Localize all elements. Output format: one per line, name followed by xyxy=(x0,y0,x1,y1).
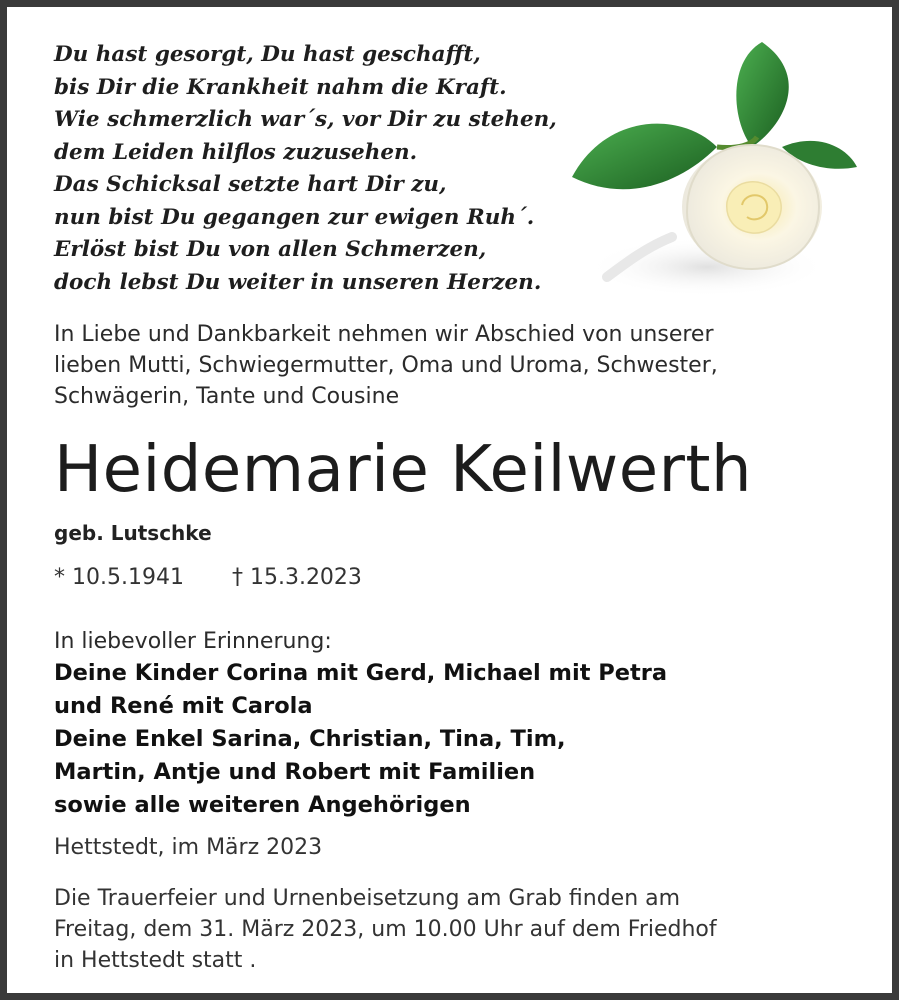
family-line: Martin, Antje und Robert mit Familien xyxy=(54,759,536,785)
poem-line: Wie schmerzlich war´s, vor Dir zu stehen, xyxy=(54,107,557,132)
intro-text xyxy=(54,319,844,412)
intro-line: In Liebe und Dankbarkeit nehmen wir Abschied von unserer xyxy=(54,322,714,347)
rose-petal-inner xyxy=(727,182,781,233)
family-line: und René mit Carola xyxy=(54,693,313,719)
funeral-service-info xyxy=(54,883,854,976)
service-line: Freitag, dem 31. März 2023, um 10.00 Uhr auf dem Friedhof xyxy=(54,917,717,942)
deceased-name: Heidemarie Keilwerth xyxy=(54,433,753,507)
family-line: sowie alle weiteren Angehörigen xyxy=(54,792,471,818)
poem-line: bis Dir die Krankheit nahm die Kraft. xyxy=(54,74,507,100)
memory-label: In liebevoller Erinnerung: xyxy=(54,629,332,654)
intro-line: Schwägerin, Tante und Cousine xyxy=(54,384,400,409)
poem-line: nun bist Du gegangen zur ewigen Ruh´. xyxy=(54,204,535,230)
family-line: Deine Enkel Sarina, Christian, Tina, Tim, xyxy=(54,726,566,752)
poem-line: Du hast gesorgt, Du hast geschafft, xyxy=(54,42,481,67)
poem-line: Das Schicksal setzte hart Dir zu, xyxy=(54,172,447,197)
death-date: † 15.3.2023 xyxy=(231,565,362,590)
place-and-date: Hettstedt, im März 2023 xyxy=(54,835,323,860)
life-dates xyxy=(54,565,362,590)
birth-date: * 10.5.1941 xyxy=(54,565,184,590)
family-line: Deine Kinder Corina mit Gerd, Michael mit Petra xyxy=(54,660,668,686)
poem-line: doch lebst Du weiter in unseren Herzen. xyxy=(54,269,542,295)
white-rose-image xyxy=(567,37,867,307)
maiden-name: geb. Lutschke xyxy=(54,521,212,545)
poem-line: dem Leiden hilflos zuzusehen. xyxy=(54,139,418,165)
memorial-poem xyxy=(54,39,574,299)
bereaved-family-list xyxy=(54,657,667,822)
poem-line: Erlöst bist Du von allen Schmerzen, xyxy=(54,237,487,262)
service-line: in Hettstedt statt . xyxy=(54,948,257,973)
leaf-upper xyxy=(736,42,788,147)
intro-line: lieben Mutti, Schwiegermutter, Oma und Uroma, Schwester, xyxy=(54,353,718,378)
service-line: Die Trauerfeier und Urnenbeisetzung am Grab finden am xyxy=(54,886,681,911)
